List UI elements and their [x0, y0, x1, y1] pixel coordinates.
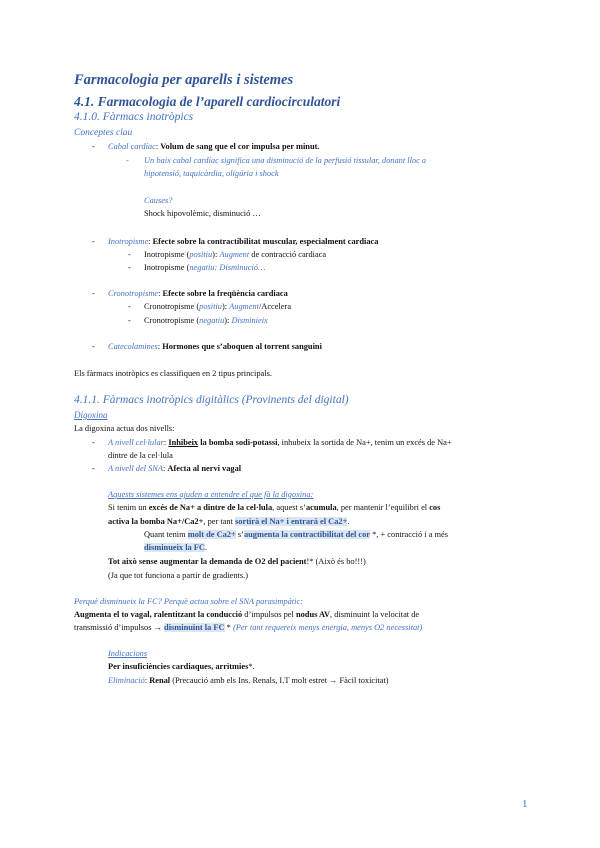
text: Renal	[149, 676, 171, 685]
bullet-dash: -	[126, 156, 129, 165]
crono-term: Cronotropisme	[108, 289, 159, 298]
cel-term: A nivell cel·lular	[108, 438, 164, 447]
sna-item: A nivell del SNA: Afecta al nervi vagal	[108, 464, 242, 473]
text: s’	[235, 530, 244, 539]
text: negatiu: Disminució…	[189, 263, 266, 272]
sna-term: A nivell del SNA	[108, 464, 163, 473]
bullet-dash: -	[128, 250, 131, 259]
text: excés de Na+ a dintre de la cel·lula	[148, 503, 273, 512]
text: (Precaució amb els Ins. Renals, I.T molt estret → Fàcil toxicitat)	[170, 676, 389, 685]
text: , aquest s’	[272, 503, 306, 512]
subsection-heading-2: 4.1.1. Fàrmacs inotròpics digitàlics (Provinents del digital)	[74, 394, 349, 406]
ino-positive	[144, 250, 326, 260]
cat-term: Catecolamines	[108, 342, 158, 351]
ino-def: Efecte sobre la contractibilitat muscular, especialment cardiaca	[152, 237, 379, 246]
text: Disminieix	[231, 316, 268, 325]
text: cos	[429, 503, 441, 512]
document-title: Farmacologia per aparells i sistemes	[74, 72, 294, 88]
text: Inhibeix	[168, 438, 199, 447]
highlight: disminuint la FC	[164, 623, 225, 632]
section-heading: 4.1. Farmacologia de l’aparell cardiocirculatori	[74, 94, 341, 109]
text: *	[224, 623, 233, 632]
text: *.	[248, 662, 255, 671]
causes-label: Causes?	[144, 196, 173, 205]
highlight: molt de Ca2+	[187, 530, 236, 539]
crono-item: Cronotropisme: Efecte sobre la freqüència cardiaca	[108, 289, 288, 298]
text: positiu	[189, 250, 213, 259]
bullet-dash: -	[128, 316, 131, 325]
text: /Accelera	[258, 302, 292, 311]
text: .	[204, 543, 208, 552]
subsection-heading: 4.1.0. Fàrmacs inotròpics	[74, 111, 194, 123]
text: negatiu	[199, 316, 225, 325]
cel-item: A nivell cel·lular: Inhibeix la bomba sodi-potassi, inhubeix la sortida de Na+, tenim un excés de Na+	[108, 438, 452, 447]
bullet-dash: -	[92, 237, 95, 246]
text: Augmenta el to vagal	[74, 610, 150, 619]
digox-acts: La digoxina actua dos nivells:	[74, 424, 175, 433]
digoxina-heading: Digoxina	[74, 410, 108, 420]
text: acumula	[305, 503, 337, 512]
text: d’impulsos pel	[242, 610, 296, 619]
text: , inhubeix la sortida de Na+, tenim un excés de Na+	[277, 438, 452, 447]
text: Augment	[219, 250, 250, 259]
indicacions-heading: Indicacions	[108, 649, 148, 658]
text: ):	[224, 316, 232, 325]
highlight: sortirà el Na+ i entrarà el Ca2+	[235, 517, 348, 526]
cel-item-cont: dintre de la cel·lula	[108, 451, 173, 460]
bullet-dash: -	[92, 438, 95, 447]
paragraph-line: (Ja que tot funciona a partir de gradients.)	[108, 571, 248, 580]
bullet-dash: -	[128, 302, 131, 311]
bullet-dash: -	[128, 263, 131, 272]
cat-def: Hormones que s’aboquen al torrent sanguini	[162, 342, 322, 351]
cabal-item: Cabal cardíac: Volum de sang que el cor impulsa per minut.	[108, 142, 320, 151]
cat-item: Catecolamines: Hormones que s’aboquen al torrent sanguini	[108, 342, 322, 351]
concepts-heading: Conceptes clau	[74, 128, 133, 138]
ino-negative	[144, 263, 265, 273]
causes-text: Shock hipovolèmic, disminució …	[144, 209, 261, 218]
text: Per insuficiències cardiaques, arritmies	[108, 662, 249, 671]
bullet-dash: -	[92, 142, 95, 151]
question-text: Perquè disminueix la FC? Perquè actua sobre el SNA parasimpàtic:	[74, 597, 303, 606]
crono-positive	[144, 302, 291, 312]
cabal-term: Cabal cardíac	[108, 142, 156, 151]
text: activa la bomba Na+/Ca2+	[108, 517, 204, 526]
classify-text: Els fàrmacs inotròpics es classifiquen en 2 tipus principals.	[74, 369, 272, 378]
eliminacio-text: Eliminació: Renal (Precaució amb els Ins. Renals, I.T molt estret → Fàcil toxicitat)	[108, 676, 389, 685]
text: , per mantenir l’equilibri el	[336, 503, 430, 512]
page-number: 1	[522, 798, 528, 810]
text: , per tant	[203, 517, 236, 526]
highlight: disminueix la FC	[144, 543, 205, 552]
paragraph-line	[144, 530, 448, 540]
elim-term: Eliminació	[108, 676, 145, 685]
paragraph-line	[74, 623, 422, 633]
bullet-dash: -	[92, 464, 95, 473]
text: !* (Això és bo!!!)	[306, 557, 366, 566]
paragraph-line	[144, 543, 207, 553]
text: Cronotropisme (	[144, 302, 200, 311]
text: Inotropisme (	[144, 250, 190, 259]
paragraph-line	[108, 517, 349, 527]
text: , ralentitzant la conducció	[149, 610, 243, 619]
sna-def: Afecta al nervi vagal	[167, 464, 242, 473]
cabal-note: hipotensió, taquicàrdia, oligúria i shock	[144, 169, 279, 178]
crono-def: Efecte sobre la freqüència cardiaca	[162, 289, 288, 298]
text: de contracció cardiaca	[249, 250, 327, 259]
cabal-note: Un baix cabal cardíac significa una disminució de la perfusió tissular, donant lloc a	[144, 156, 427, 165]
indicacions-text	[108, 662, 255, 672]
text: positiu	[199, 302, 222, 311]
paragraph-line	[108, 557, 366, 567]
text: (Per tant requereix menys energia, menys O2 necessitat)	[232, 623, 423, 632]
text: la bomba sodi-potassi	[198, 438, 278, 447]
text: nodus AV	[295, 610, 331, 619]
text: Inotropisme (	[144, 263, 190, 272]
paragraph-line	[108, 503, 440, 513]
highlight: augmenta la contractibilitat del cor	[243, 530, 371, 539]
ino-term: Inotropisme	[108, 237, 149, 246]
text: Si tenim un	[108, 503, 149, 512]
paragraph-line	[74, 610, 419, 620]
text: transmissió d’impulsos →	[74, 623, 165, 632]
text: ):	[221, 302, 230, 311]
text: Tot això sense augmentar la demanda de O2 del pacient	[108, 557, 307, 566]
text: Cronotropisme (	[144, 316, 200, 325]
text: Quant tenim	[144, 530, 188, 539]
aquests-text: Aquests sistemes ens ajuden a entendre el que fà la digoxina:	[108, 490, 314, 499]
text: Augment	[229, 302, 259, 311]
bullet-dash: -	[92, 289, 95, 298]
crono-negative	[144, 316, 268, 326]
bullet-dash: -	[92, 342, 95, 351]
text: , disminuint la velocitat de	[330, 610, 420, 619]
text: ):	[212, 250, 220, 259]
cabal-def: Volum de sang que el cor impulsa per minut.	[160, 142, 320, 151]
text: .	[347, 517, 350, 526]
ino-item: Inotropisme: Efecte sobre la contractibilitat muscular, especialment cardiaca	[108, 237, 379, 246]
text: *, + contracció i a més	[370, 530, 448, 539]
